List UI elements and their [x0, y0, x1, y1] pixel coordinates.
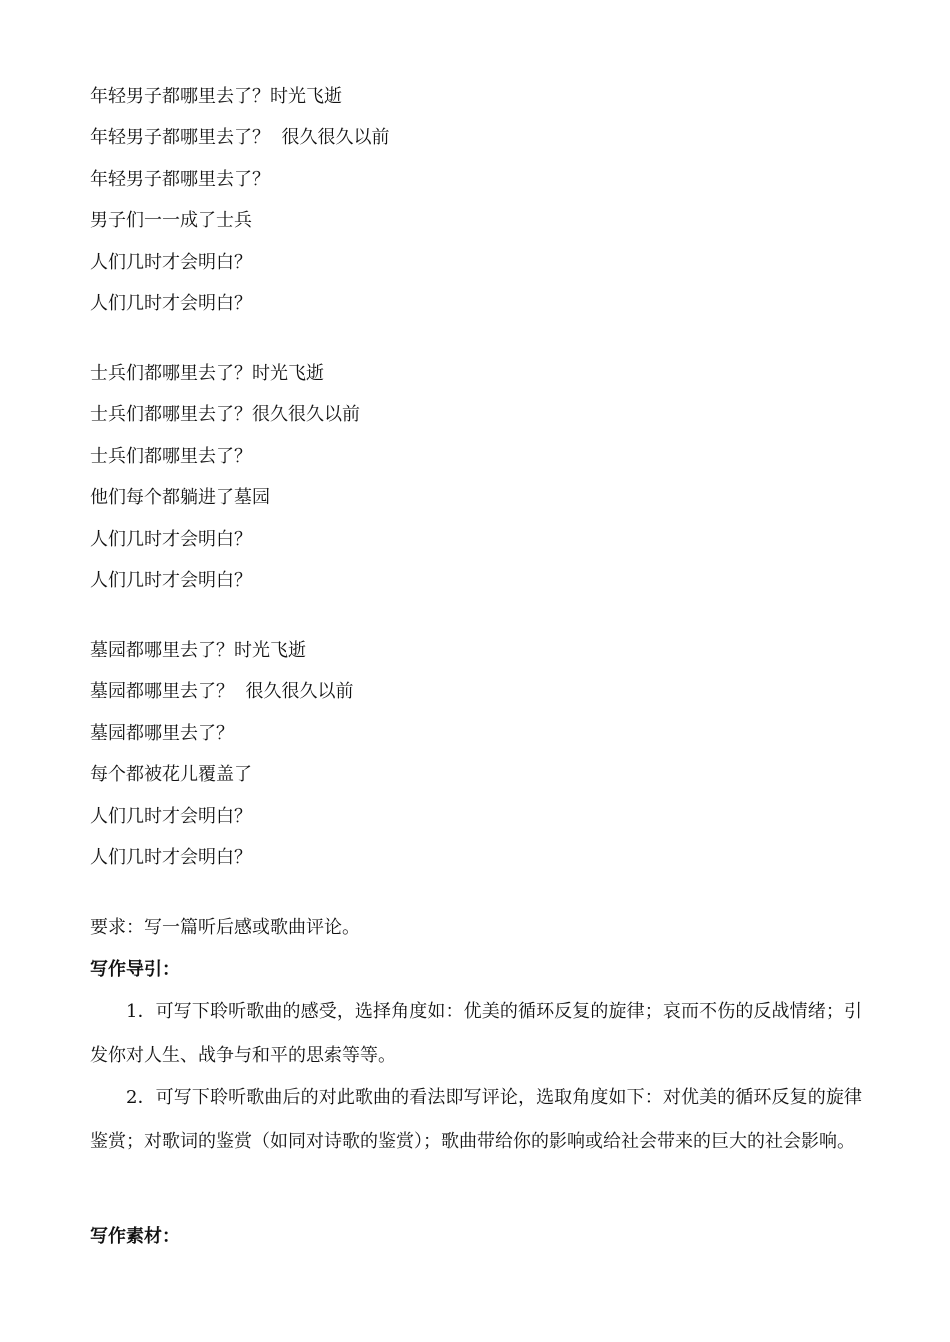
lyric-line: 士兵们都哪里去了？时光飞逝 [90, 363, 324, 384]
lyric-line: 士兵们都哪里去了？ [90, 446, 252, 467]
guide-item-1: 1．可写下聆听歌曲的感受，选择角度如：优美的循环反复的旋律；哀而不伤的反战情绪；引发你对人生、战争与和平的思索等等。 [90, 1001, 862, 1066]
lyric-line: 年轻男子都哪里去了？ [90, 169, 270, 190]
guide-item-2: 2．可写下聆听歌曲后的对此歌曲的看法即写评论，选取角度如下：对优美的循环反复的旋律鉴赏；对歌词的鉴赏（如同对诗歌的鉴赏）；歌曲带给你的影响或给社会带来的巨大的社会影响。 [90, 1087, 862, 1152]
lyric-line: 墓园都哪里去了？时光飞逝 [90, 640, 306, 661]
lyric-line: 男子们一一成了士兵 [90, 210, 252, 231]
lyric-line: 人们几时才会明白？ [90, 570, 252, 591]
material-heading: 写作素材： [90, 1226, 180, 1247]
lyric-line: 年轻男子都哪里去了？ 很久很久以前 [90, 127, 390, 148]
requirement-text: 要求：写一篇听后感或歌曲评论。 [90, 917, 360, 938]
lyric-line: 人们几时才会明白？ [90, 252, 252, 273]
lyric-line: 人们几时才会明白？ [90, 847, 252, 868]
lyric-line: 他们每个都躺进了墓园 [90, 487, 270, 508]
lyric-line: 年轻男子都哪里去了？时光飞逝 [90, 86, 342, 107]
guide-heading: 写作导引： [90, 959, 180, 980]
lyric-line: 每个都被花儿覆盖了 [90, 764, 252, 785]
lyric-line: 墓园都哪里去了？ [90, 723, 234, 744]
lyric-line: 人们几时才会明白？ [90, 806, 252, 827]
lyric-line: 人们几时才会明白？ [90, 529, 252, 550]
lyric-line: 墓园都哪里去了？ 很久很久以前 [90, 681, 354, 702]
lyric-line: 士兵们都哪里去了？很久很久以前 [90, 404, 360, 425]
lyric-line: 人们几时才会明白？ [90, 293, 252, 314]
